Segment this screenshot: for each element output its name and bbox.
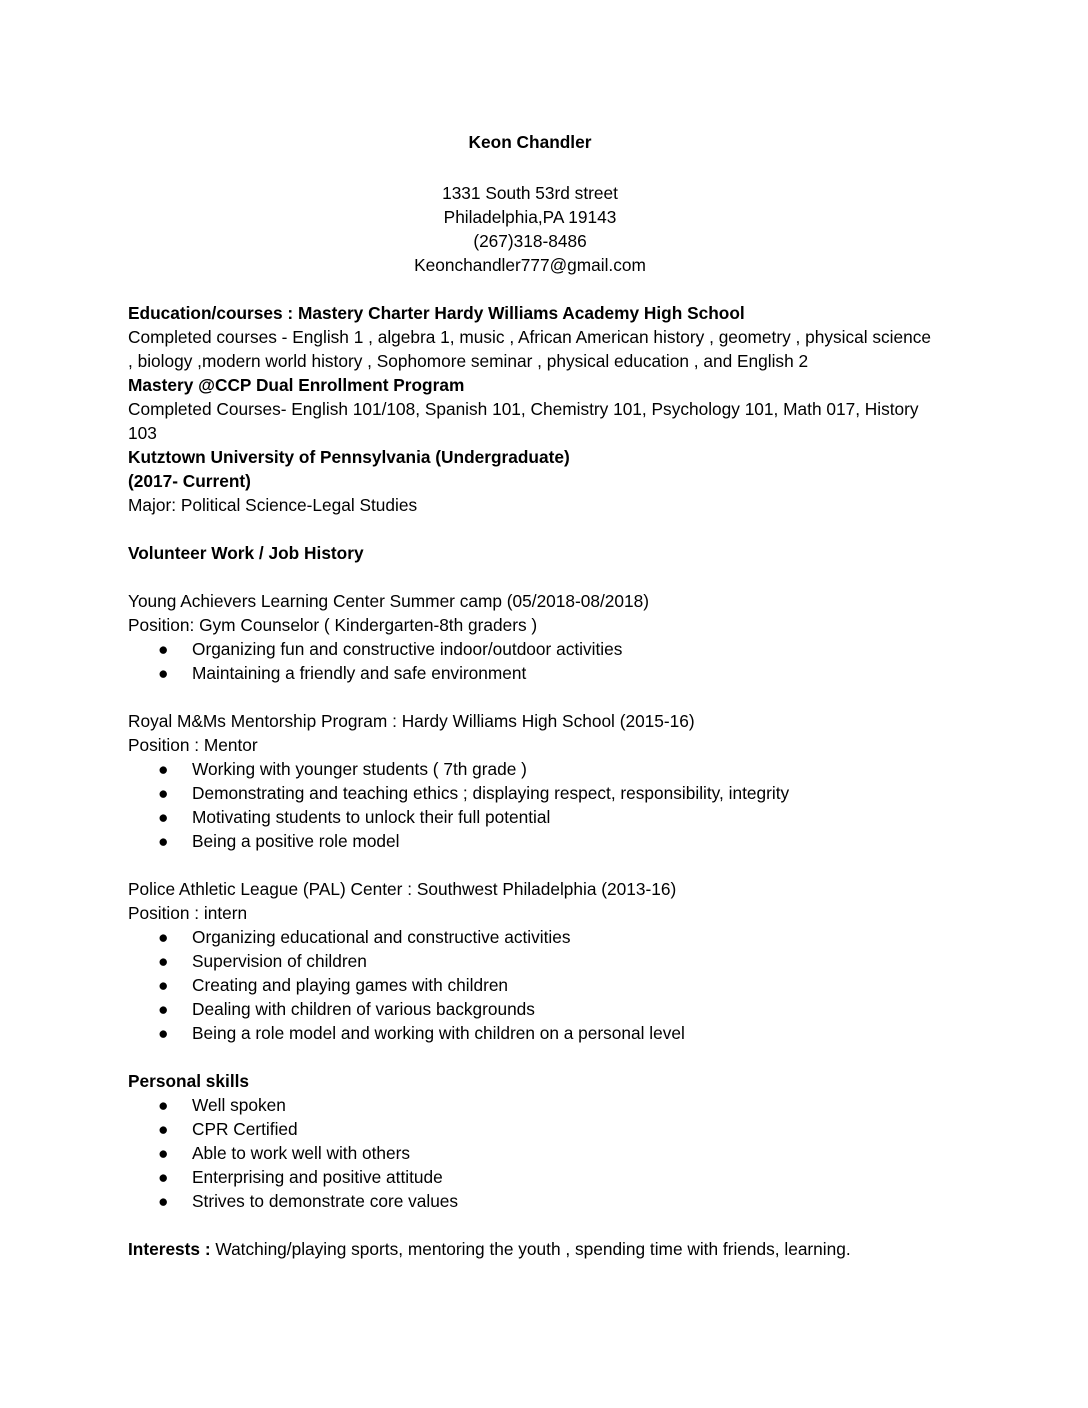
job-position: Position : intern: [128, 903, 248, 923]
skills-heading: Personal skills: [128, 1071, 250, 1091]
bullet-text: Organizing fun and constructive indoor/outdoor activities: [192, 639, 623, 659]
bullet-icon: ●: [158, 927, 169, 947]
bullet-text: Being a positive role model: [192, 831, 400, 851]
bullet-icon: ●: [158, 1095, 169, 1115]
address-street: 1331 South 53rd street: [442, 183, 618, 203]
ccp-courses-line-1: Completed Courses- English 101/108, Spanish 101, Chemistry 101, Psychology 101, Math 017, History: [128, 399, 919, 419]
skill-text: Able to work well with others: [192, 1143, 411, 1163]
bullet-icon: ●: [158, 1191, 169, 1211]
skill-text: Well spoken: [192, 1095, 286, 1115]
university-dates: (2017- Current): [128, 471, 251, 491]
job-title: Police Athletic League (PAL) Center : Southwest Philadelphia (2013-16): [128, 879, 677, 899]
job-position: Position : Mentor: [128, 735, 258, 755]
bullet-icon: ●: [158, 951, 169, 971]
email-address: Keonchandler777@gmail.com: [414, 255, 646, 275]
address-city: Philadelphia,PA 19143: [443, 207, 617, 227]
bullet-icon: ●: [158, 975, 169, 995]
ccp-courses-line-2: 103: [128, 423, 157, 443]
university-heading: Kutztown University of Pennsylvania (Undergraduate): [128, 447, 570, 467]
hs-courses-line-1: Completed courses - English 1 , algebra 1, music , African American history , geometry , physical science: [128, 327, 931, 347]
hs-courses-line-2: , biology ,modern world history , Sophomore seminar , physical education , and English 2: [128, 351, 809, 371]
bullet-text: Organizing educational and constructive activities: [192, 927, 571, 947]
bullet-icon: ●: [158, 1119, 169, 1139]
skill-text: Enterprising and positive attitude: [192, 1167, 443, 1187]
ccp-heading: Mastery @CCP Dual Enrollment Program: [128, 375, 465, 395]
bullet-text: Maintaining a friendly and safe environment: [192, 663, 527, 683]
job-position: Position: Gym Counselor ( Kindergarten-8th graders ): [128, 615, 538, 635]
skill-text: Strives to demonstrate core values: [192, 1191, 459, 1211]
education-heading: Education/courses : Mastery Charter Hardy Williams Academy High School: [128, 303, 745, 323]
bullet-text: Demonstrating and teaching ethics ; displaying respect, responsibility, integrity: [192, 783, 790, 803]
bullet-icon: ●: [158, 1023, 169, 1043]
bullet-text: Being a role model and working with children on a personal level: [192, 1023, 685, 1043]
bullet-icon: ●: [158, 999, 169, 1019]
bullet-icon: ●: [158, 831, 169, 851]
skill-text: CPR Certified: [192, 1119, 298, 1139]
university-major: Major: Political Science-Legal Studies: [128, 495, 418, 515]
phone-number: (267)318-8486: [473, 231, 587, 251]
bullet-icon: ●: [158, 783, 169, 803]
job-title: Young Achievers Learning Center Summer camp (05/2018-08/2018): [128, 591, 649, 611]
bullet-icon: ●: [158, 759, 169, 779]
bullet-icon: ●: [158, 663, 169, 683]
interests-text: Watching/playing sports, mentoring the youth , spending time with friends, learning.: [210, 1239, 851, 1259]
bullet-icon: ●: [158, 807, 169, 827]
bullet-icon: ●: [158, 639, 169, 659]
job-title: Royal M&Ms Mentorship Program : Hardy Williams High School (2015-16): [128, 711, 695, 731]
interests-label: Interests :: [128, 1239, 211, 1259]
bullet-icon: ●: [158, 1143, 169, 1163]
bullet-text: Dealing with children of various backgrounds: [192, 999, 535, 1019]
work-heading: Volunteer Work / Job History: [128, 543, 364, 563]
bullet-icon: ●: [158, 1167, 169, 1187]
bullet-text: Supervision of children: [192, 951, 367, 971]
interests-line: [128, 1237, 851, 1261]
bullet-text: Motivating students to unlock their full potential: [192, 807, 551, 827]
resume-name: Keon Chandler: [468, 132, 592, 152]
bullet-text: Creating and playing games with children: [192, 975, 509, 995]
bullet-text: Working with younger students ( 7th grade ): [192, 759, 527, 779]
